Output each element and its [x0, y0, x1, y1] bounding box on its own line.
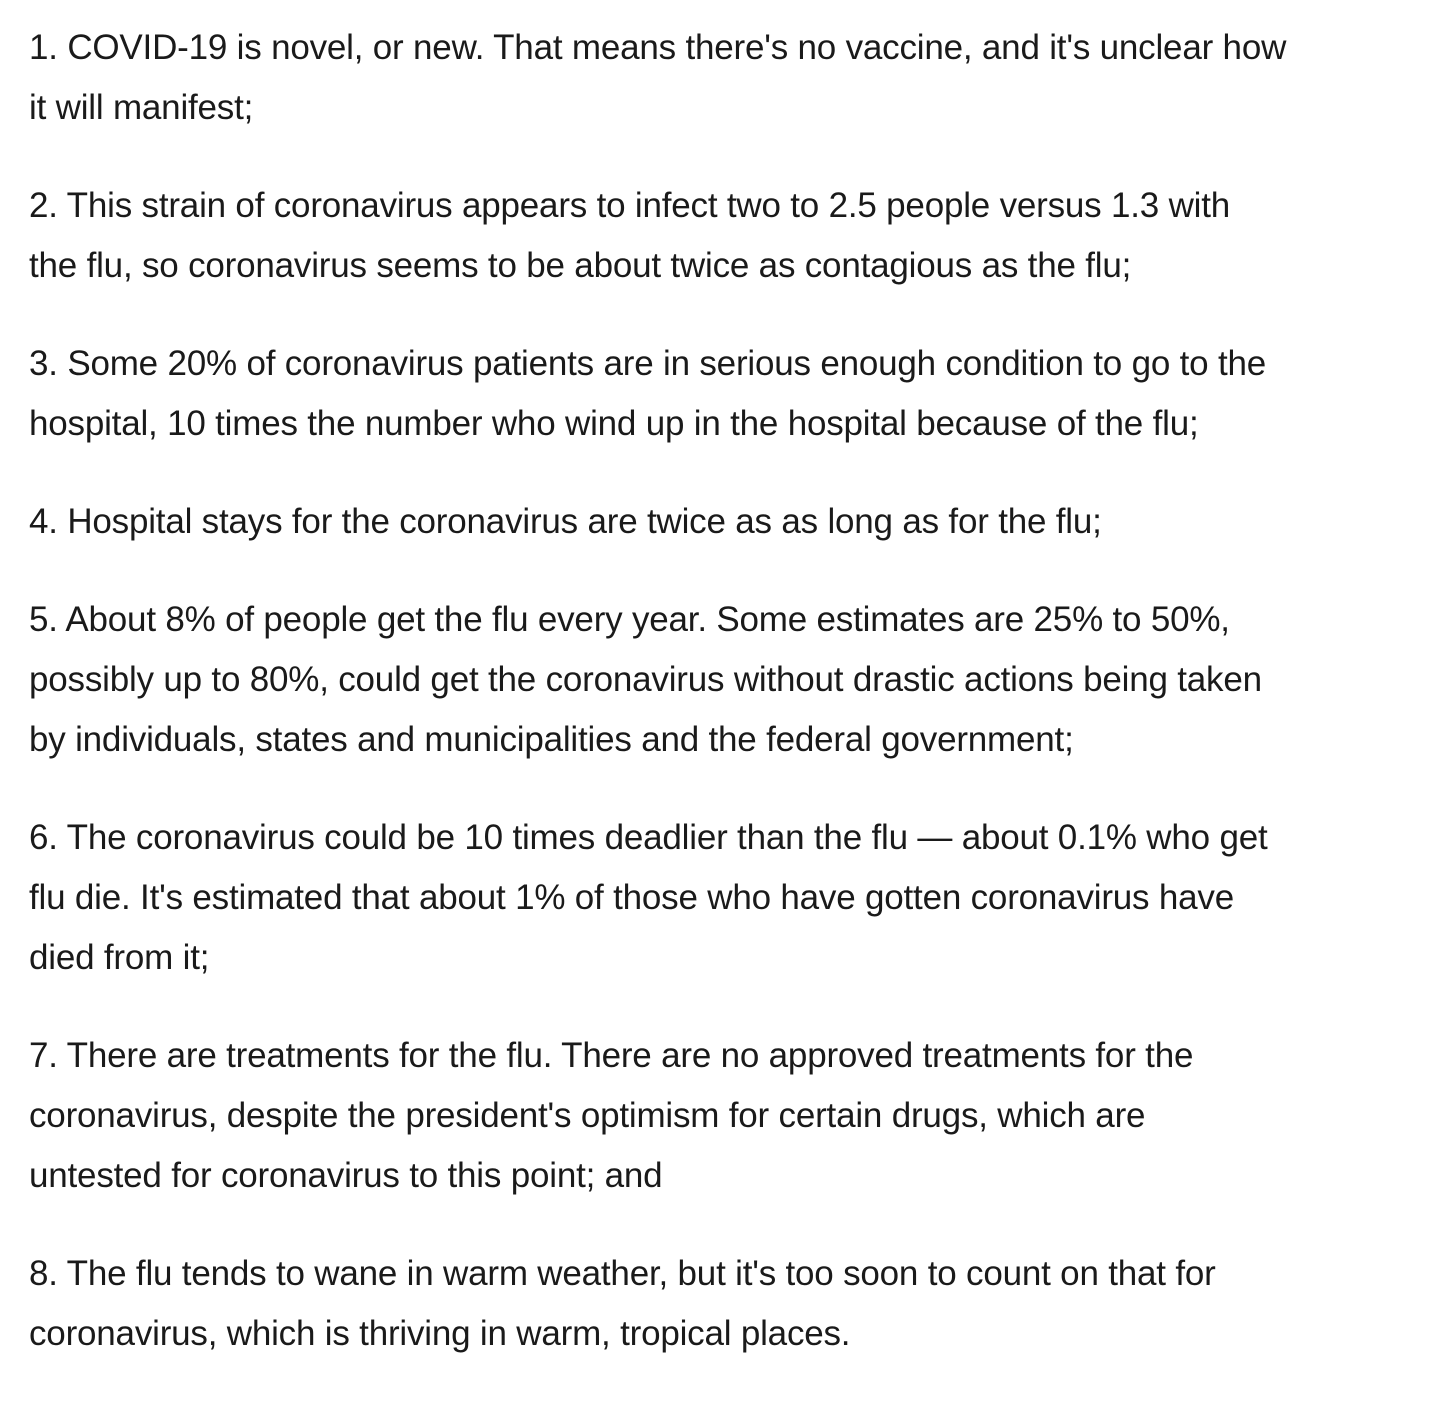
text-line: possibly up to 80%, could get the coronavirus without drastic actions being taken: [29, 660, 1262, 699]
list-item-6: [29, 808, 1414, 988]
text-line: hospital, 10 times the number who wind up in the hospital because of the flu;: [29, 404, 1199, 443]
text-line: died from it;: [29, 938, 210, 977]
text-line: the flu, so coronavirus seems to be about twice as contagious as the flu;: [29, 246, 1132, 285]
list-item-5: [29, 590, 1414, 770]
text-line: 4. Hospital stays for the coronavirus are twice as as long as for the flu;: [29, 502, 1102, 541]
text-line: 6. The coronavirus could be 10 times deadlier than the flu — about 0.1% who get: [29, 818, 1268, 857]
list-item-8: [29, 1244, 1414, 1364]
list-item-3: [29, 334, 1414, 454]
text-line: untested for coronavirus to this point; and: [29, 1156, 663, 1195]
text-line: coronavirus, despite the president's optimism for certain drugs, which are: [29, 1096, 1146, 1135]
text-line: it will manifest;: [29, 88, 254, 127]
article-body: [29, 18, 1414, 1402]
text-line: 8. The flu tends to wane in warm weather, but it's too soon to count on that for: [29, 1254, 1216, 1293]
list-item-1: [29, 18, 1414, 138]
text-line: 7. There are treatments for the flu. There are no approved treatments for the: [29, 1036, 1194, 1075]
text-line: flu die. It's estimated that about 1% of those who have gotten coronavirus have: [29, 878, 1234, 917]
text-line: 5. About 8% of people get the flu every year. Some estimates are 25% to 50%,: [29, 600, 1230, 639]
list-item-7: [29, 1026, 1414, 1206]
list-item-2: [29, 176, 1414, 296]
list-item-4: [29, 492, 1414, 552]
text-line: 3. Some 20% of coronavirus patients are in serious enough condition to go to the: [29, 344, 1267, 383]
text-line: coronavirus, which is thriving in warm, tropical places.: [29, 1314, 851, 1353]
text-line: 2. This strain of coronavirus appears to infect two to 2.5 people versus 1.3 with: [29, 186, 1231, 225]
text-line: 1. COVID-19 is novel, or new. That means there's no vaccine, and it's unclear how: [29, 28, 1287, 67]
text-line: by individuals, states and municipalities and the federal government;: [29, 720, 1074, 759]
